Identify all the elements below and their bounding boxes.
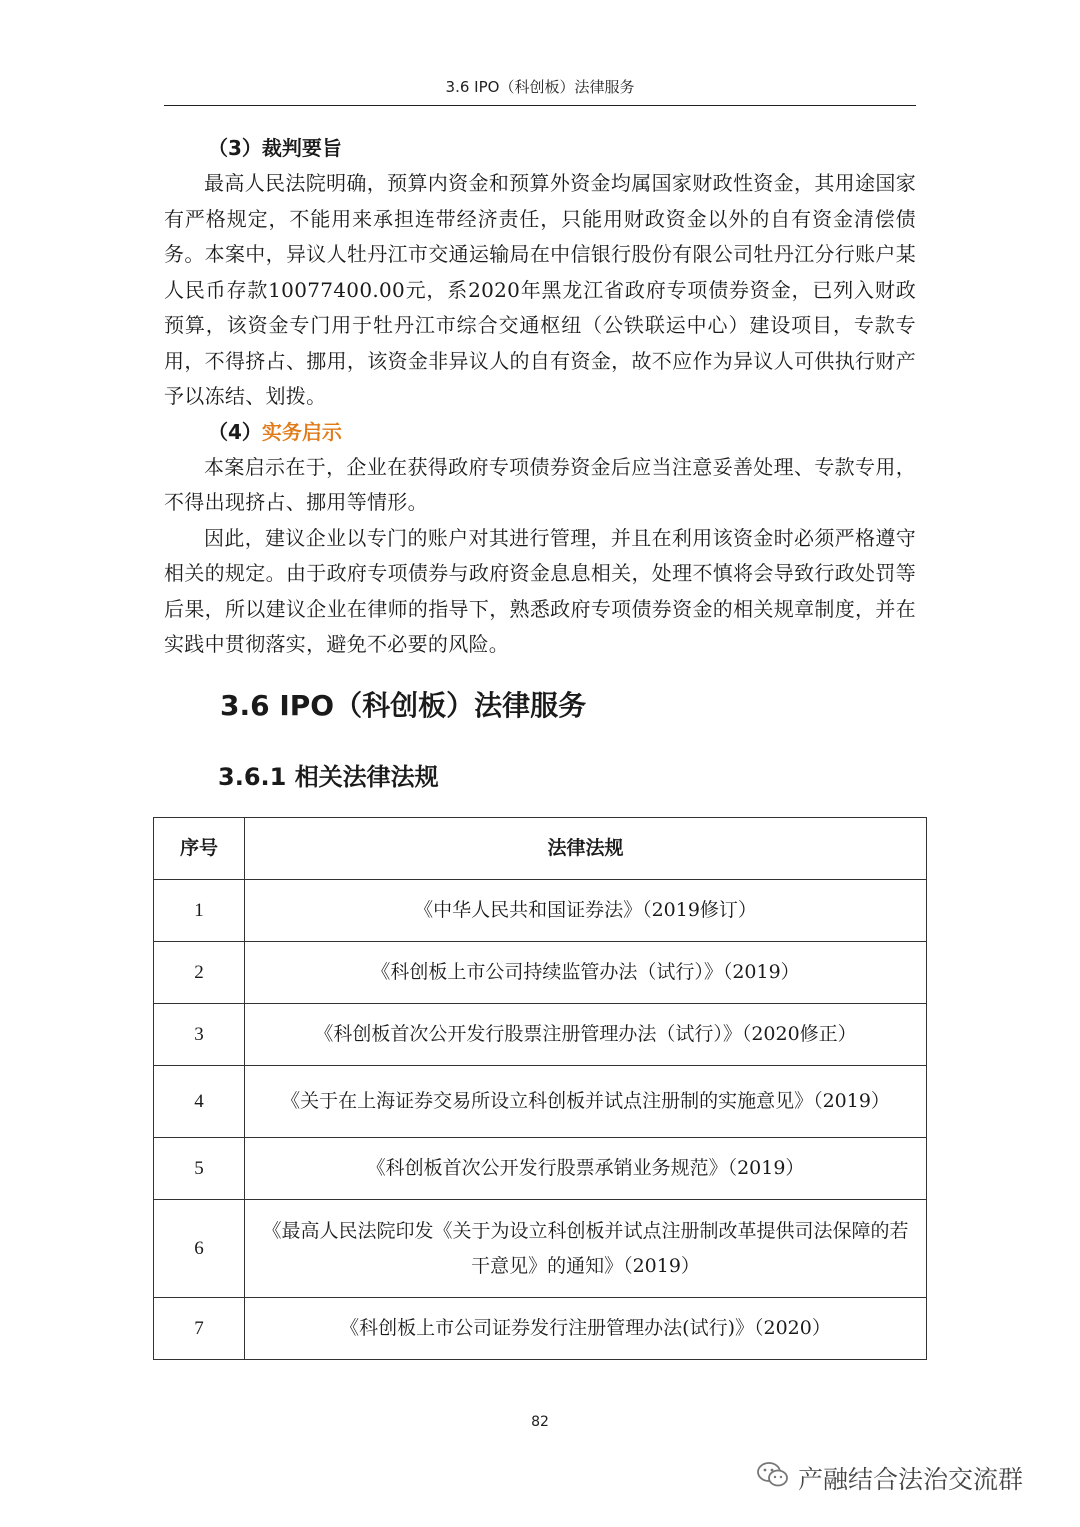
column-header-number: 序号 xyxy=(154,818,245,880)
section-heading: 3.6 IPO（科创板）法律服务 xyxy=(220,689,587,722)
row-number: 1 xyxy=(154,880,245,942)
header-rule xyxy=(164,105,916,106)
column-header-law: 法律法规 xyxy=(245,818,927,880)
table-row xyxy=(154,1200,927,1298)
row-law: 《科创板首次公开发行股票注册管理办法（试行）》（2020修正） xyxy=(245,1004,927,1066)
row-law: 《关于在上海证券交易所设立科创板并试点注册制的实施意见》（2019） xyxy=(245,1066,927,1138)
subsection-heading: 3.6.1 相关法律法规 xyxy=(218,763,439,791)
row-law: 《最高人民法院印发《关于为设立科创板并试点注册制改革提供司法保障的若干意见》的通知》（2019） xyxy=(245,1200,927,1298)
table-row xyxy=(154,880,927,942)
subheading-label-highlight: 实务启示 xyxy=(261,419,342,444)
row-number: 6 xyxy=(154,1200,245,1298)
subheading-practice xyxy=(164,415,916,450)
laws-table xyxy=(153,817,927,1360)
subheading-prefix: （3） xyxy=(208,136,262,160)
row-law: 《科创板首次公开发行股票承销业务规范》（2019） xyxy=(245,1138,927,1200)
paragraph-judgment: 最高人民法院明确，预算内资金和预算外资金均属国家财政性资金，其用途国家有严格规定，不能用来承担连带经济责任，只能用财政资金以外的自有资金清偿债务。本案中，异议人牡丹江市交通运输局在中信银行股份有限公司牡丹江分行账户某人民币存款10077400.00元，系2020年黑龙江省政府专项债券资金，已列入财政预算，该资金专门用于牡丹江市综合交通枢纽（公铁联运中心）建设项目，专款专用，不得挤占、挪用，该资金非异议人的自有资金，故不应作为异议人可供执行财产予以冻结、划拨。 xyxy=(164,171,916,408)
row-law: 《科创板上市公司持续监管办法（试行）》（2019） xyxy=(245,942,927,1004)
row-number: 7 xyxy=(154,1298,245,1360)
table-row xyxy=(154,1004,927,1066)
row-law: 《中华人民共和国证券法》（2019修订） xyxy=(245,880,927,942)
subheading-label: 裁判要旨 xyxy=(261,136,342,160)
watermark-text: 产融结合法治交流群 xyxy=(798,1465,1024,1494)
running-header: 3.6 IPO（科创板）法律服务 xyxy=(445,78,635,96)
table-row xyxy=(154,942,927,1004)
table-header-row xyxy=(154,818,927,880)
watermark xyxy=(756,1460,1023,1496)
body-text xyxy=(164,131,916,663)
paragraph-practice-1: 本案启示在于，企业在获得政府专项债券资金后应当注意妥善处理、专款专用，不得出现挤占、挪用等情形。 xyxy=(164,454,916,514)
row-number: 5 xyxy=(154,1138,245,1200)
paragraph-practice-2: 因此，建议企业以专门的账户对其进行管理，并且在利用该资金时必须严格遵守相关的规定。由于政府专项债券与政府资金息息相关，处理不慎将会导致行政处罚等后果，所以建议企业在律师的指导下，熟悉政府专项债券资金的相关规章制度，并在实践中贯彻落实，避免不必要的风险。 xyxy=(164,525,916,656)
wechat-icon xyxy=(756,1460,798,1496)
row-number: 3 xyxy=(154,1004,245,1066)
row-number: 2 xyxy=(154,942,245,1004)
row-law: 《科创板上市公司证券发行注册管理办法(试行)》（2020） xyxy=(245,1298,927,1360)
table-row xyxy=(154,1066,927,1138)
table-row xyxy=(154,1298,927,1360)
page-number: 82 xyxy=(531,1414,549,1430)
table-row xyxy=(154,1138,927,1200)
subheading-prefix: （4） xyxy=(208,419,262,444)
subheading-judgment xyxy=(164,131,916,166)
row-number: 4 xyxy=(154,1066,245,1138)
